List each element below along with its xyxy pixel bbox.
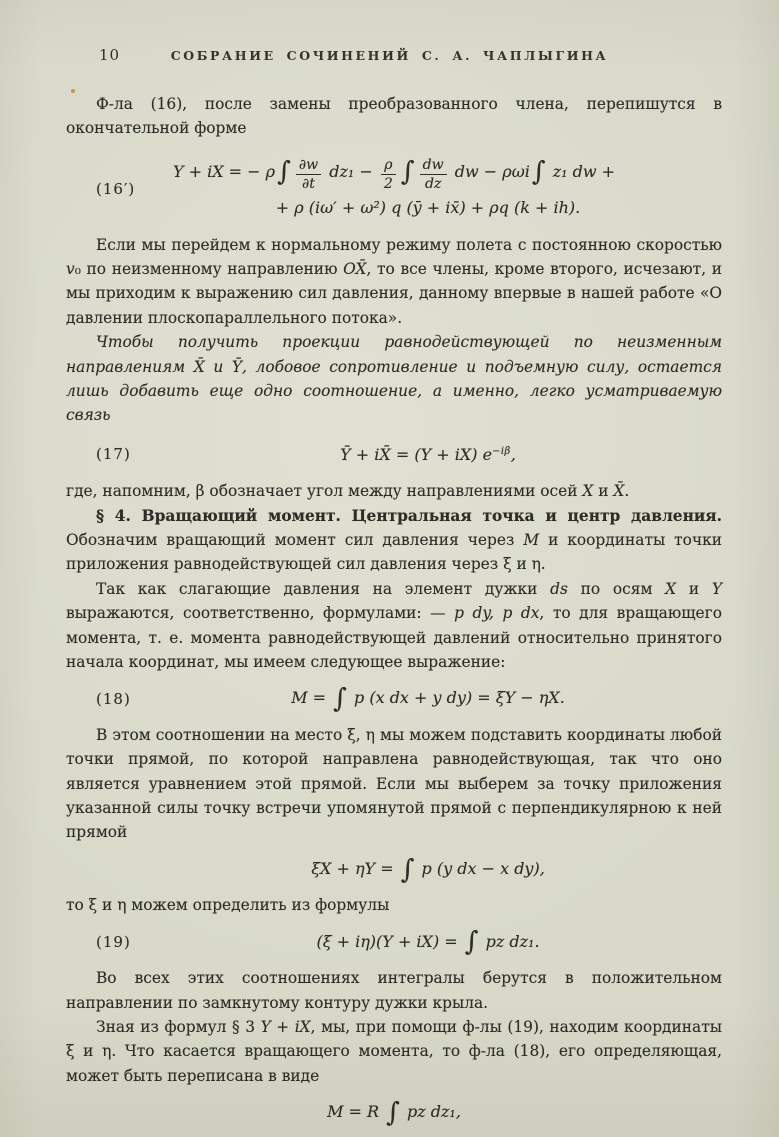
fraction-dwdz: $\frac{dw}{dz}$ — [420, 157, 447, 192]
equation-number-18: (18) — [96, 689, 131, 708]
integral-sign: ∫ — [277, 156, 291, 188]
integral-sign: ∫ — [400, 156, 415, 188]
formula-text: z₁ dw + — [547, 161, 616, 181]
formula-line: M = R ∫ pz dz₁, — [327, 1096, 461, 1128]
formula-moment-final — [66, 1096, 722, 1128]
running-head: СОБРАНИЕ СОЧИНЕНИЙ С. А. ЧАПЛЫГИНА — [170, 48, 609, 63]
formula-unnumbered-perpendicular — [66, 853, 722, 885]
page-number: 10 — [99, 46, 121, 64]
paragraph-determine-xi-eta: то ξ и η можем определить из формулы — [66, 896, 390, 915]
fraction-dwdt: $\frac{\partial w}{\partial t}$ — [296, 157, 321, 192]
formula-19 — [66, 926, 722, 958]
equation-number-16: (16′) — [96, 179, 136, 198]
fraction-rho-2: $\frac{\rho}{2}$ — [381, 157, 396, 192]
paragraph-line-equation: В этом соотношении на место ξ, η мы можем подставить координаты любой точки прямой, по которой направлена равнодействующая, так что оно является уравнением этой прямой. Если мы выберем за точку приложения указанной силы точку встречи упомянутой прямой с перпендикулярною к ней прямой — [66, 725, 722, 842]
formula-text: Y + iX = − ρ — [172, 161, 276, 181]
formula-17 — [66, 440, 722, 467]
paragraph-intro: Ф-ла (16), после замены преобразованного члена, перепишутся в окончательной форме — [66, 95, 722, 138]
formula-16-line-1 — [66, 157, 722, 192]
formula-18-line: M = ∫ p (x dx + y dy) = ξY − ηX. — [291, 683, 565, 715]
formula-text: + ρ (iω′ + ω²) q (ȳ + ix̄) + ρq (k + ih). — [275, 198, 581, 218]
formula-19-line: (ξ + iη)(Y + iX) = ∫ pz dz₁. — [316, 926, 540, 958]
paragraph-beta-angle: где, напомним, β обозначает угол между направлениями осей X и X̄. — [66, 482, 630, 501]
formula-16-line-2 — [100, 196, 756, 220]
paragraph-section-4: § 4. Вращающий момент. Центральная точка и центр давления. Обозначим вращающий момент сил давления через M и координаты точки приложения равнодействующей сил давления через ξ и η. — [66, 506, 723, 574]
page-header — [0, 0, 779, 68]
paragraph-knowing-formulas: Зная из формул § 3 Y + iX, мы, при помощи ф-лы (19), находим координаты ξ и η. Что касается вращающего момента, то ф-ла (18), его определяющая, может быть переписана в виде — [66, 1017, 722, 1085]
formula-18 — [66, 683, 722, 715]
formula-text: dw − ρωi — [449, 161, 530, 181]
formula-text: dz₁ − — [324, 161, 378, 181]
formula-line: ξX + ηY = ∫ p (y dx − x dy), — [311, 853, 545, 885]
equation-number-17: (17) — [96, 444, 131, 463]
paragraph-projections-italic: Чтобы получить проекции равнодействующей по неизменным направлениям X̄ и Ȳ, лобовое сопротивление и подъемную силу, остается лишь добавить еще одно соотношение, а именно, легко усматриваемую связь — [66, 333, 722, 425]
integral-sign: ∫ — [531, 156, 546, 188]
formula-17-line: Ȳ + iX̄ = (Y + iX) $e^{-i\beta}$, — [340, 444, 516, 464]
formula-16-prime — [66, 157, 722, 221]
paragraph-pressure-components: Так как слагающие давления на элемент дужки ds по осям X и Y выражаются, соответственно, формулами: — p dy, p dx, то для вращающего момента, т. е. момента равнодействующей давлений относительно принятого начала координат, мы имеем следующее выражение: — [66, 579, 723, 672]
paragraph-normal-flight: Если мы перейдем к нормальному режиму полета с постоянною скоростью v₀ по неизменному направлению OX̄, то все члены, кроме второго, исчезают, и мы приходим к выражению сил давления, данному впервые в нашей работе «О давлении плоскопараллельного потока». — [66, 235, 722, 327]
text-column — [66, 92, 723, 1128]
paragraph-contour-integrals: Во всех этих соотношениях интегралы берутся в положительном направлении по замкнутому контуру дужки крыла. — [66, 969, 722, 1012]
equation-number-19: (19) — [96, 932, 131, 951]
